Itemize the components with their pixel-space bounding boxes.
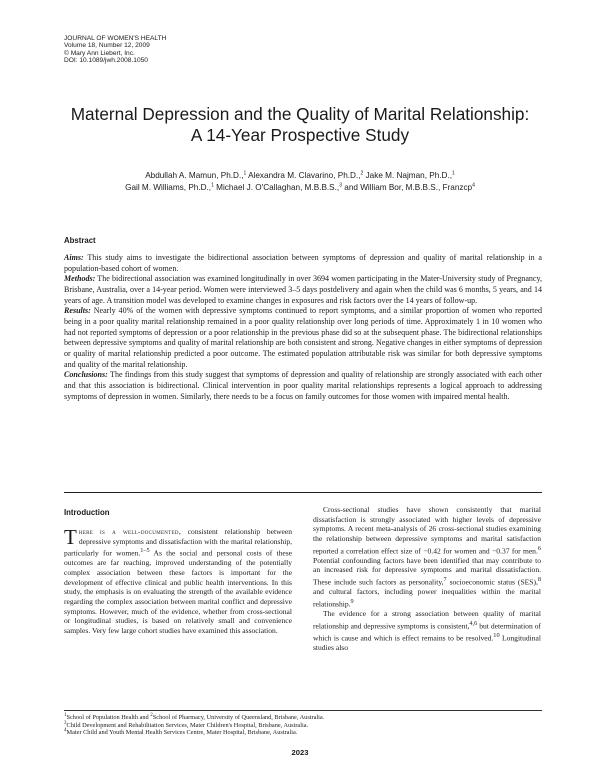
journal-doi: DOI: 10.1089/jwh.2008.1050 bbox=[64, 57, 148, 65]
paragraph-text: and cultural factors, including power inequalities within the marital relationship. bbox=[313, 587, 541, 609]
abstract-conclusions bbox=[64, 370, 542, 402]
title-line-2: A 14-Year Prospective Study bbox=[190, 125, 410, 145]
paragraph-text: socioeconomic status (SES), bbox=[446, 577, 538, 587]
intro-paragraph-2 bbox=[313, 505, 541, 609]
abstract-text: Nearly 40% of the women with depressive symptoms continued to report symptoms, and a similar proportion of women who reported being in a poor quality marital relationship remained in a poor quality relationship over long periods of time. Approximately 1 in 10 women who had not reported symptoms of depression or a poor relationship in the previous phase did so at the subsequent phase. The bidirectional relationships between depressive symptoms and quality of marital relationship are both consistent and strong. Negative changes in either symptoms of depression or quality of marital relationship predicted a poor outcome. The estimated population attributable risk was similar for both depressive symptoms and quality of the marital relationship. bbox=[64, 306, 542, 369]
body-column-right bbox=[313, 505, 541, 653]
footnote bbox=[64, 714, 542, 722]
abstract-results bbox=[64, 306, 542, 370]
drop-cap: T bbox=[64, 525, 77, 549]
author-line-2 bbox=[40, 182, 560, 194]
affiliation-footnotes bbox=[64, 714, 542, 737]
title-line-1: Maternal Depression and the Quality of Marital Relationship: bbox=[70, 104, 530, 124]
citation: 6 bbox=[537, 544, 541, 552]
abstract-label: Aims: bbox=[64, 253, 84, 262]
abstract-label: Conclusions: bbox=[64, 370, 108, 380]
article-title bbox=[40, 104, 560, 146]
author-name: Michael J. O'Callaghan, M.B.B.S., bbox=[213, 183, 340, 192]
author-name: Abdullah A. Mamun, Ph.D., bbox=[145, 171, 244, 180]
author-name: Jake M. Najman, Ph.D., bbox=[363, 171, 453, 180]
affiliation-mark: 3 bbox=[339, 182, 342, 189]
section-divider bbox=[64, 492, 542, 493]
author-name: Alexandra M. Clavarino, Ph.D., bbox=[246, 171, 361, 180]
author-name: and William Bor, M.B.B.S., Franzcp bbox=[341, 183, 473, 192]
author-name: Gail M. Williams, Ph.D., bbox=[125, 183, 212, 192]
paragraph-text: Potential confounding factors have been identified that may contribute to an increased risk for depressive symptoms and marital dissatisfaction. These include such factors as personality, bbox=[313, 555, 541, 587]
abstract-aims bbox=[64, 253, 542, 274]
footnote-mark: 4 bbox=[64, 728, 67, 734]
abstract-body bbox=[64, 253, 542, 402]
abstract-text: This study aims to investigate the bidirectional association between symptoms of depression and quality of marital relationship in a population-based cohort of women. bbox=[64, 253, 542, 273]
footnote-text: School of Pharmacy, University of Queensland, Brisbane, Australia. bbox=[152, 714, 325, 721]
author-line-1 bbox=[40, 170, 560, 182]
citation: 1–5 bbox=[140, 547, 150, 555]
footnote-text: School of Population Health and bbox=[66, 714, 151, 721]
footnote-text: Child Development and Rehabilitation Services, Mater Children's Hospital, Brisbane, Australia. bbox=[66, 721, 309, 729]
citation: 7 bbox=[443, 576, 447, 584]
abstract-label: Results: bbox=[64, 306, 91, 316]
footnote-mark: 2 bbox=[150, 712, 153, 718]
footnote-mark: 1 bbox=[64, 712, 67, 718]
affiliation-mark: 2 bbox=[360, 170, 364, 177]
paragraph-text: Longitudinal studies also bbox=[313, 633, 541, 653]
paragraph-text: Cross-sectional studies have shown consistently that marital dissatisfaction is strongly associated with higher levels of depressive symptoms. A recent meta-analysis of 26 cross-sectional studies examining the relationship between depressive symptoms and marital satisfaction reported a correlation effect size of −0.42 for women and −0.37 for men. bbox=[313, 505, 541, 556]
citation: 4,6 bbox=[469, 619, 478, 627]
citation: 9 bbox=[350, 597, 354, 605]
affiliation-mark: 1 bbox=[211, 182, 214, 189]
abstract-methods bbox=[64, 274, 542, 306]
footnote-text: Mater Child and Youth Mental Health Services Centre, Mater Hospital, Brisbane, Australia. bbox=[66, 729, 298, 737]
footnote bbox=[64, 729, 542, 737]
abstract-text: The findings from this study suggest that symptoms of depression and quality of relationship are strongly associated with each other and that this association is bidirectional. Clinical intervention in poor quality marital relationships represents a logical approach to addressing symptoms of depression in women. Similarly, there needs to be a focus on family outcomes for those women with impaired mental health. bbox=[64, 370, 542, 401]
affiliation-mark: 1 bbox=[452, 170, 455, 177]
body-column-left bbox=[64, 527, 292, 636]
lead-in-text: here is a well-documented, bbox=[78, 527, 182, 536]
intro-paragraph-3 bbox=[313, 609, 541, 653]
journal-volume: Volume 18, Number 12, 2009 bbox=[64, 42, 150, 50]
abstract-text: The bidirectional association was examined longitudinally in over 3694 women participating in the Mater-University study of Pregnancy, Brisbane, Australia, over a 14-year period. Women were interviewed 3–5 days postdelivery and again when the child was 6 months, 5 years, and 14 years of age. A transition model was developed to examine changes in exposures and risk factors over the 14 years of follow-up. bbox=[64, 274, 542, 305]
introduction-heading: Introduction bbox=[64, 508, 110, 517]
journal-name: JOURNAL OF WOMEN'S HEALTH bbox=[64, 35, 167, 42]
citation: 8 bbox=[537, 576, 541, 584]
journal-header bbox=[64, 35, 166, 65]
footnote-mark: 3 bbox=[64, 720, 67, 726]
page-number: 2023 bbox=[291, 748, 309, 757]
affiliation-mark: 1 bbox=[243, 170, 247, 177]
abstract-label: Methods: bbox=[64, 274, 96, 284]
paragraph-text: but determination of which is cause and which is effect remains to be resolved. bbox=[313, 621, 541, 643]
author-list bbox=[40, 170, 560, 194]
abstract-heading: Abstract bbox=[64, 236, 96, 245]
paragraph-text: The evidence for a strong association between quality of marital relationship and depressive symptoms is consistent, bbox=[313, 609, 541, 631]
affiliation-mark: 4 bbox=[472, 182, 475, 189]
paragraph-text: As the social and personal costs of these outcomes are far reaching, improved understanding of the potentially complex association between these factors is important for the development of effective clinical and public health interventions. In this study, the emphasis is on evaluating the strength of the available evidence regarding the complex association between marital conflict and depressive symptoms. However, much of the evidence, whether from cross-sectional or longitudinal studies, is based on relatively small and convenience samples. Very few large cohort studies have examined this association. bbox=[64, 548, 292, 636]
journal-copyright: © Mary Ann Liebert, Inc. bbox=[64, 49, 135, 57]
footnote-divider bbox=[64, 710, 542, 711]
paragraph-text: consistent relationship between depressive symptoms and dissatisfaction with the marital relationship, particularly for women. bbox=[64, 527, 292, 558]
intro-paragraph-1 bbox=[64, 527, 292, 636]
citation: 10 bbox=[493, 631, 500, 639]
